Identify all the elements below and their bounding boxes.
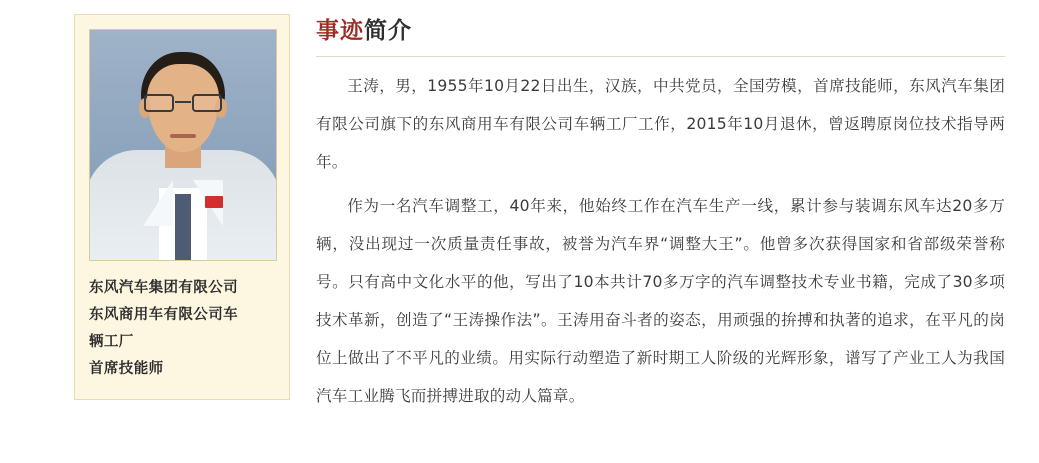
- section-title-highlight: 事迹: [316, 18, 364, 44]
- portrait-photo: [89, 29, 277, 261]
- portrait-collar-left: [143, 180, 173, 226]
- portrait-mouth: [170, 134, 196, 138]
- portrait-glasses-bridge: [175, 101, 191, 103]
- section-title-rest: 简介: [364, 18, 412, 44]
- portrait-glasses: [144, 94, 222, 114]
- profile-card: [74, 14, 290, 400]
- body-paragraph: 王涛，男，1955年10月22日出生，汉族，中共党员，全国劳模，首席技能师，东风汽车集团有限公司旗下的东风商用车有限公司车辆工厂工作，2015年10月退休，曾返聘原岗位技术指导两年。: [316, 77, 1005, 171]
- body-paragraph: 作为一名汽车调整工，40年来，他始终工作在汽车生产一线，累计参与装调东风车达20多万辆，没出现过一次质量责任事故，被誉为汽车界“调整大王”。他曾多次获得国家和省部级荣誉称号。只有高中文化水平的他，写出了10本共计70多万字的汽车调整技术专业书籍，完成了30多项技术革新，创造了“王涛操作法”。王涛用奋斗者的姿态，用顽强的拚搏和执著的追求，在平凡的岗位上做出了不平凡的业绩。用实际行动塑造了新时期工人阶级的光辉形象，谱写了产业工人为我国汽车工业腾飞而拼搏进取的动人篇章。: [316, 197, 1005, 405]
- profile-column: [0, 0, 300, 463]
- profile-caption: [89, 275, 275, 383]
- content-column: [300, 0, 1039, 463]
- profile-caption-line: 首席技能师: [89, 361, 164, 377]
- section-header: [316, 16, 1005, 57]
- profile-caption-line: 辆工厂: [89, 334, 134, 350]
- profile-caption-line: 东风汽车集团有限公司: [89, 280, 238, 296]
- portrait-tie: [175, 194, 191, 260]
- portrait-badge: [205, 196, 223, 208]
- profile-caption-line: 东风商用车有限公司车: [89, 307, 238, 323]
